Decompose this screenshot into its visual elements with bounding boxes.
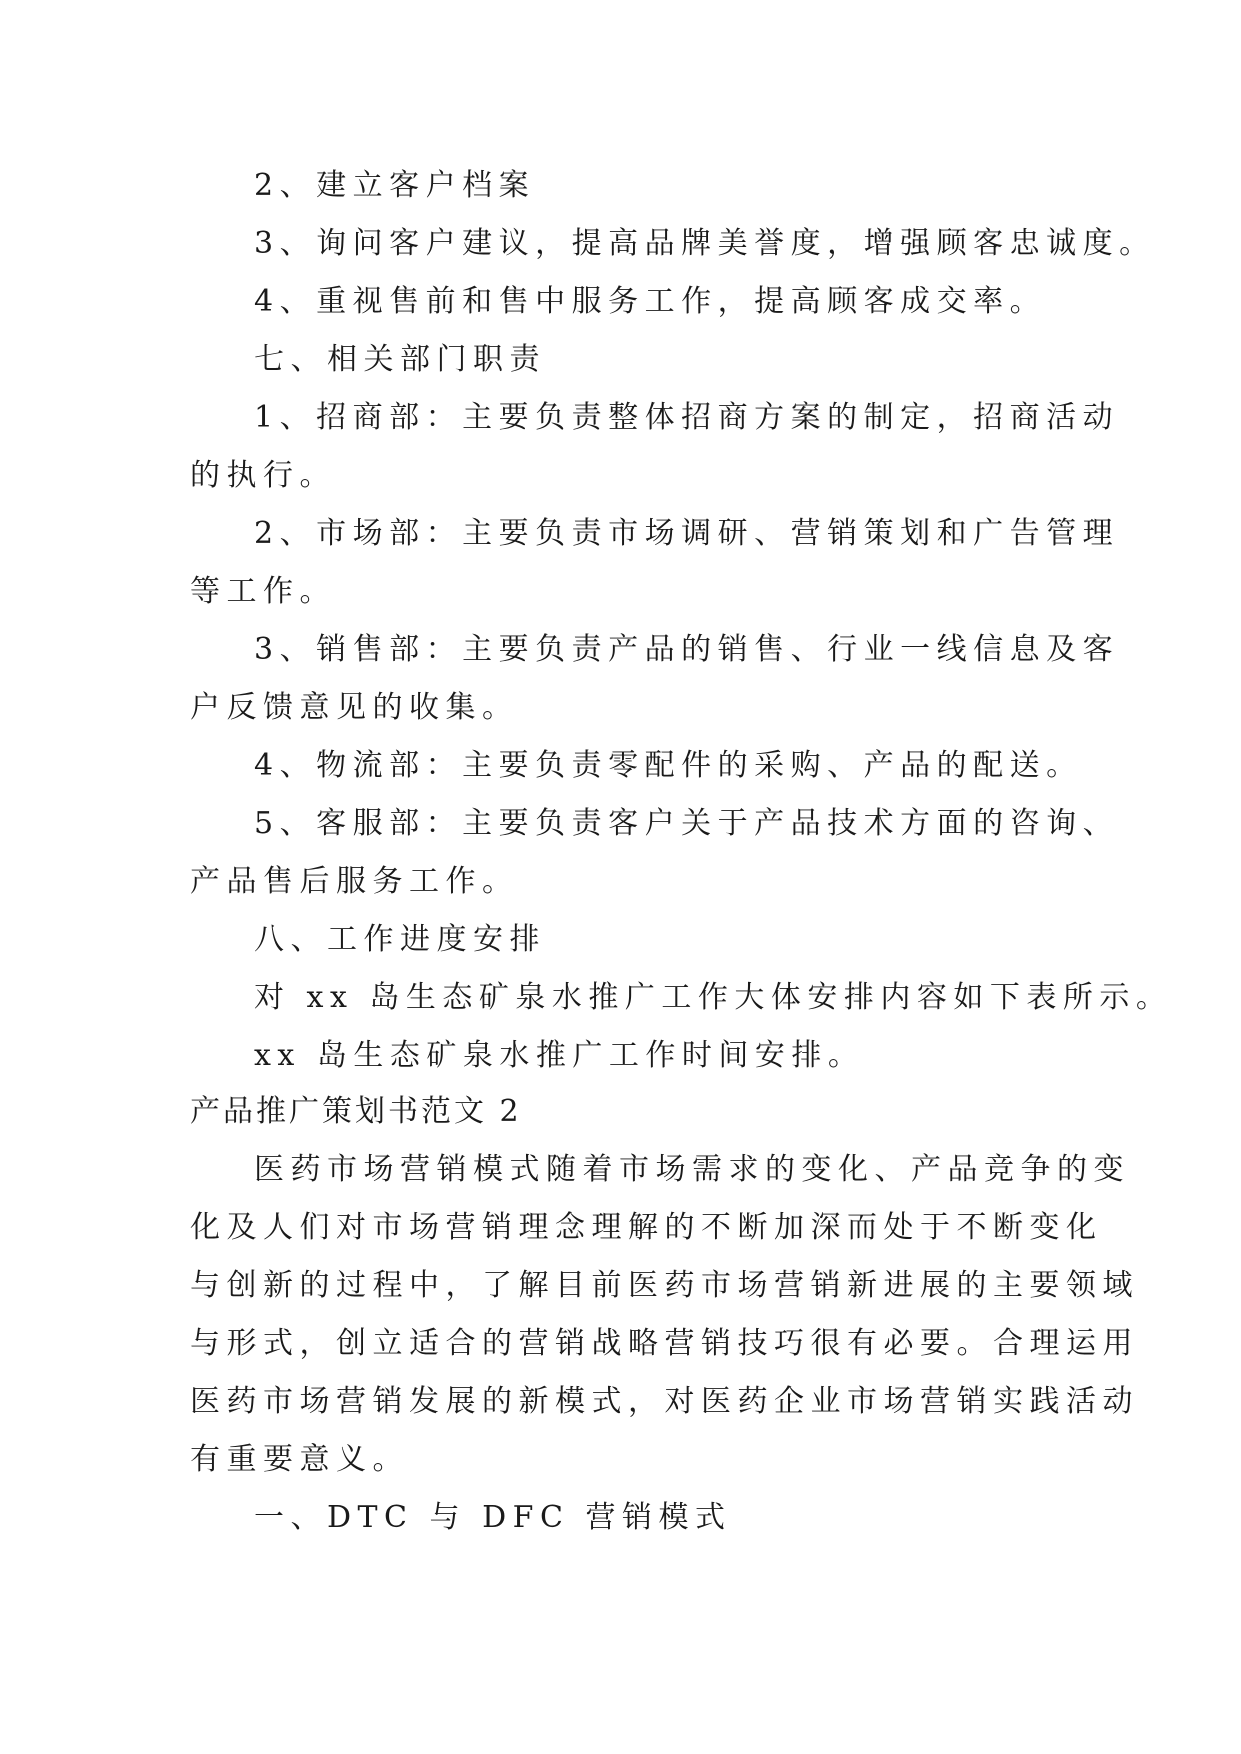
paragraph-line: 医药市场营销模式随着市场需求的变化、产品竞争的变 (254, 1152, 1130, 1187)
paragraph-line: 化及人们对市场营销理念理解的不断加深而处于不断变化 (190, 1210, 1103, 1245)
section-heading: 一、DTC 与 DFC 营销模式 (254, 1500, 732, 1535)
paragraph-line: 与形式，创立适合的营销战略营销技巧很有必要。合理运用 (190, 1326, 1139, 1361)
list-item: 5、客服部：主要负责客户关于产品技术方面的咨询、 (254, 806, 1120, 841)
list-item-continuation: 产品售后服务工作。 (190, 864, 519, 899)
paragraph-line: 有重要意义。 (190, 1442, 409, 1477)
paragraph-line: 与创新的过程中，了解目前医药市场营销新进展的主要领域 (190, 1268, 1139, 1303)
list-item-continuation: 的执行。 (190, 458, 336, 493)
list-item: 2、市场部：主要负责市场调研、营销策划和广告管理 (254, 516, 1120, 551)
list-item-continuation: 户反馈意见的收集。 (190, 690, 519, 725)
list-item: 3、销售部：主要负责产品的销售、行业一线信息及客 (254, 632, 1120, 667)
list-item: 4、物流部：主要负责零配件的采购、产品的配送。 (254, 748, 1083, 783)
list-item: 4、重视售前和售中服务工作，提高顾客成交率。 (254, 284, 1047, 319)
list-item: 2、建立客户档案 (254, 168, 536, 203)
list-item: 1、招商部：主要负责整体招商方案的制定，招商活动 (254, 400, 1120, 435)
section-heading: 八、工作进度安排 (254, 922, 546, 957)
list-item: 3、询问客户建议，提高品牌美誉度，增强顾客忠诚度。 (254, 226, 1156, 261)
paragraph-line: 医药市场营销发展的新模式，对医药企业市场营销实践活动 (190, 1384, 1139, 1419)
section-heading: 七、相关部门职责 (254, 342, 546, 377)
list-item-continuation: 等工作。 (190, 574, 336, 609)
paragraph: xx 岛生态矿泉水推广工作时间安排。 (254, 1038, 865, 1073)
document-title: 产品推广策划书范文 2 (190, 1094, 522, 1129)
paragraph: 对 xx 岛生态矿泉水推广工作大体安排内容如下表所示。 (254, 980, 1173, 1015)
